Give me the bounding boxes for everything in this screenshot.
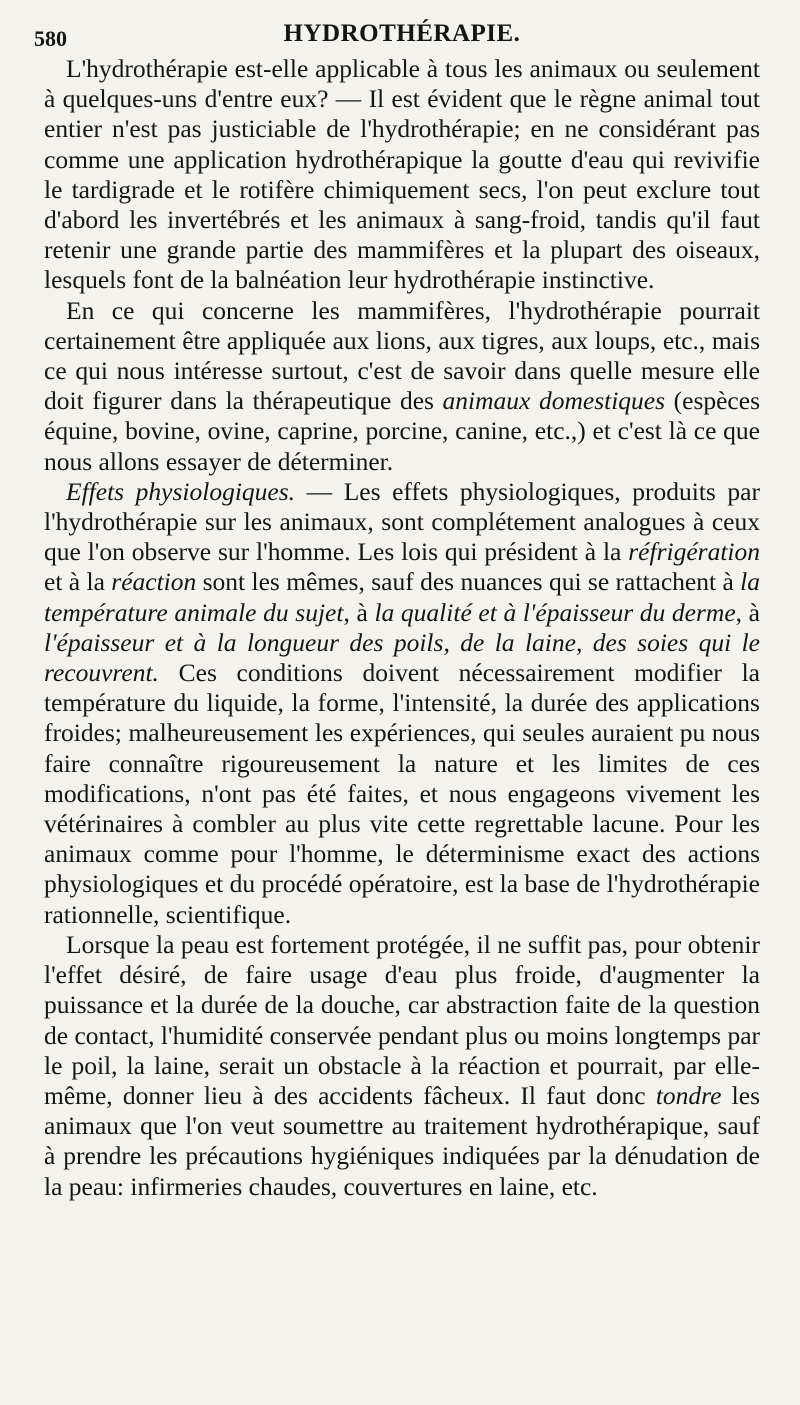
text-run: En ce qui concerne les mammifères, l'hydrothérapie pourrait certainement être appliquée aux lions, aux tigres, aux loups, etc., mais ce qui nous intéresse surtout, c'est de savoir dans quelle mesure elle doit figurer dans la thérapeutique des: [44, 295, 760, 416]
paragraph-physiological-effects: [44, 477, 760, 930]
paragraph-text: L'hydrothérapie est-elle applicable à tous les animaux ou seulement à quelques-uns d'entre eux? — Il est évident que le règne animal tout entier n'est pas justiciable de l'hydrothérapie; en ne considérant pas comme une application hydrothérapique la goutte d'eau qui revivifie le tardigrade et le rotifère chimiquement secs, l'on peut exclure tout d'abord les invertébrés et les animaux à sang-froid, tandis qu'il faut retenir une grande partie des mammifères et la plupart des oiseaux, lesquels font de la balnéation leur hydrothérapie instinctive.: [44, 54, 760, 295]
text-run: Lorsque la peau est fortement protégée, il ne suffit pas, pour obtenir l'effet désiré, de faire usage d'eau plus froide, d'augmenter la puissance et la durée de la douche, car abstraction faite de la question de contact, l'humidité conservée pendant plus ou moins longtemps par le poil, la laine, serait un obstacle à la réaction et pourrait, par elle-même, donner lieu à des accidents fâcheux. Il faut donc: [44, 929, 760, 1110]
italic-run: l'épaisseur et à la longueur des poils, de la laine, des soies qui le recouvrent.: [44, 627, 760, 688]
italic-run: animaux domestiques: [442, 386, 666, 416]
text-run: sont les mêmes, sauf des nuances qui se rattachent à: [196, 567, 741, 597]
italic-run: réaction: [111, 567, 197, 597]
text-run: et à la: [44, 567, 112, 597]
text-run: — Les effets physiologiques, produits par l'hydrothérapie sur les animaux, sont complétement analogues à ceux que l'on observe sur l'homme. Les lois qui président à la: [44, 476, 760, 567]
text-run: , à: [735, 597, 760, 627]
italic-run: la température animale du sujet: [44, 567, 760, 627]
page-header: [34, 18, 760, 54]
text-run: Ces conditions doivent nécessairement modifier la température du liquide, la forme, l'intensité, la durée des applications froides; malheureusement les expériences, qui seules auraient pu nous faire connaître rigoureusement la nature et les limites de ces modifications, n'ont pas été faites, et nous engageons vivement les vétérinaires à combler au plus vite cette regrettable lacune. Pour les animaux comme pour l'homme, le déterminisme exact des actions physiologiques et du procédé opératoire, est la base de l'hydrothérapie rationnelle, scientifique.: [44, 658, 760, 929]
italic-run: la qualité et à l'épaisseur du derme: [374, 597, 736, 627]
text-run: , à: [343, 597, 375, 627]
text-run: (espèces équine, bovine, ovine, caprine, porcine, canine, etc.,) et c'est là ce que nous allons essayer de déterminer.: [44, 386, 760, 476]
paragraph-applicability: [44, 54, 760, 296]
italic-run: tondre: [655, 1080, 722, 1110]
section-heading: Effets physiologiques.: [66, 476, 296, 506]
paragraph-skin-protection: [44, 930, 760, 1202]
paragraph-mammals: [44, 296, 760, 477]
page-number: 580: [34, 26, 67, 51]
running-title: HYDROTHÉRAPIE.: [283, 20, 521, 47]
text-run: les animaux que l'on veut soumettre au traitement hydrothérapique, sauf à prendre les précautions hygiéniques indiquées par la dénudation de la peau: infirmeries chaudes, couvertures en laine, etc.: [44, 1080, 761, 1201]
italic-run: réfrigération: [628, 537, 760, 567]
body-text: [44, 54, 760, 1202]
